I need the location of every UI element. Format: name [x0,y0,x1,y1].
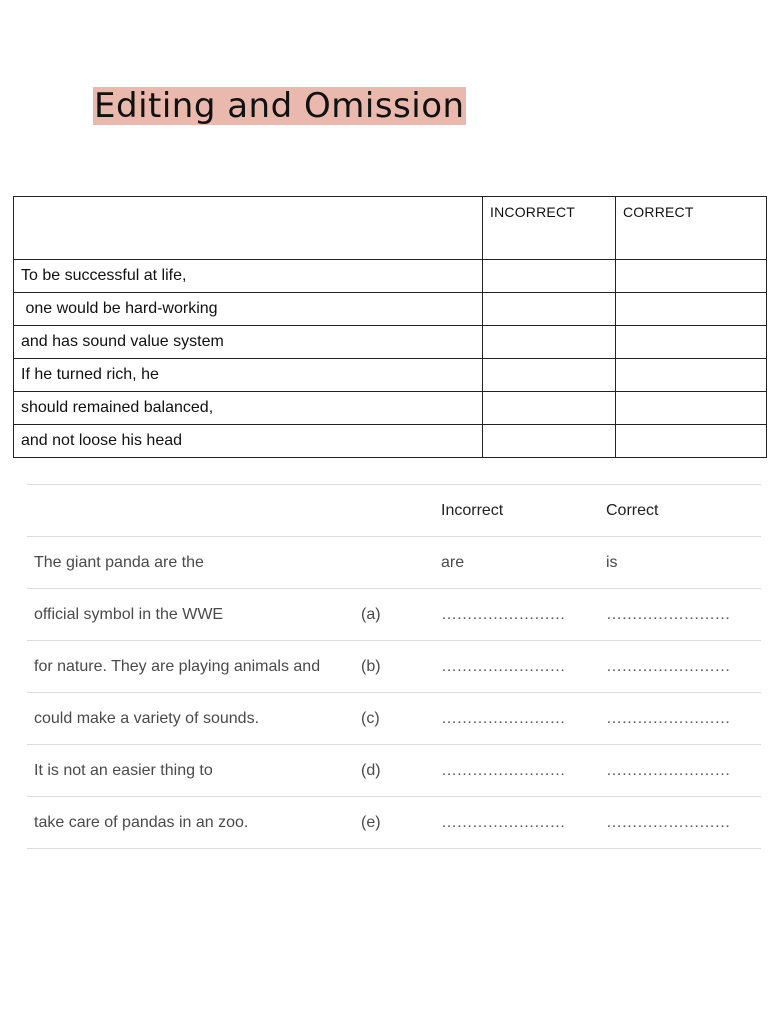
incorrect-blank[interactable]: …………………… [434,745,599,797]
table1-header-incorrect: INCORRECT [483,197,616,260]
sentence-cell: one would be hard-working [14,293,483,326]
table-row [27,537,761,589]
table2-header-incorrect: Incorrect [434,485,599,537]
sentence-cell: The giant panda are the [27,537,354,589]
table1-header-sentence [14,197,483,260]
item-label: (e) [354,797,434,849]
table-row [27,745,761,797]
table-row [14,425,767,458]
sentence-cell: and not loose his head [14,425,483,458]
correct-cell[interactable] [616,392,767,425]
sentence-cell: could make a variety of sounds. [27,693,354,745]
incorrect-blank[interactable]: …………………… [434,693,599,745]
table-row [14,359,767,392]
table1-header-correct: CORRECT [616,197,767,260]
sentence-cell: It is not an easier thing to [27,745,354,797]
editing-table-2 [27,484,761,849]
table2-header-row [27,485,761,537]
table2-header-sentence [27,485,354,537]
table2-header-label [354,485,434,537]
incorrect-cell[interactable] [483,260,616,293]
correct-cell[interactable] [616,425,767,458]
table-row [14,260,767,293]
table2-header-correct: Correct [599,485,761,537]
correct-cell: is [599,537,761,589]
correct-blank[interactable]: …………………… [599,641,761,693]
item-label: (b) [354,641,434,693]
correct-cell[interactable] [616,293,767,326]
table-row [14,392,767,425]
sentence-cell: If he turned rich, he [14,359,483,392]
correct-blank[interactable]: …………………… [599,797,761,849]
item-label: (a) [354,589,434,641]
incorrect-cell[interactable] [483,392,616,425]
incorrect-cell: are [434,537,599,589]
sentence-cell: should remained balanced, [14,392,483,425]
incorrect-cell[interactable] [483,326,616,359]
editing-table-1 [13,196,767,458]
correct-cell[interactable] [616,326,767,359]
item-label [354,537,434,589]
item-label: (d) [354,745,434,797]
sentence-cell: for nature. They are playing animals and [27,641,354,693]
table1-header-row [14,197,767,260]
item-label: (c) [354,693,434,745]
incorrect-blank[interactable]: …………………… [434,797,599,849]
incorrect-cell[interactable] [483,359,616,392]
correct-blank[interactable]: …………………… [599,693,761,745]
sentence-cell: take care of pandas in an zoo. [27,797,354,849]
table-row [27,641,761,693]
correct-cell[interactable] [616,260,767,293]
correct-blank[interactable]: …………………… [599,589,761,641]
page-title: Editing and Omission [94,86,465,126]
table-row [14,293,767,326]
table-row [27,797,761,849]
incorrect-blank[interactable]: …………………… [434,589,599,641]
incorrect-cell[interactable] [483,293,616,326]
table-row [27,589,761,641]
table-row [14,326,767,359]
correct-cell[interactable] [616,359,767,392]
sentence-cell: official symbol in the WWE [27,589,354,641]
incorrect-blank[interactable]: …………………… [434,641,599,693]
correct-blank[interactable]: …………………… [599,745,761,797]
sentence-cell: and has sound value system [14,326,483,359]
sentence-cell: To be successful at life, [14,260,483,293]
table-row [27,693,761,745]
incorrect-cell[interactable] [483,425,616,458]
